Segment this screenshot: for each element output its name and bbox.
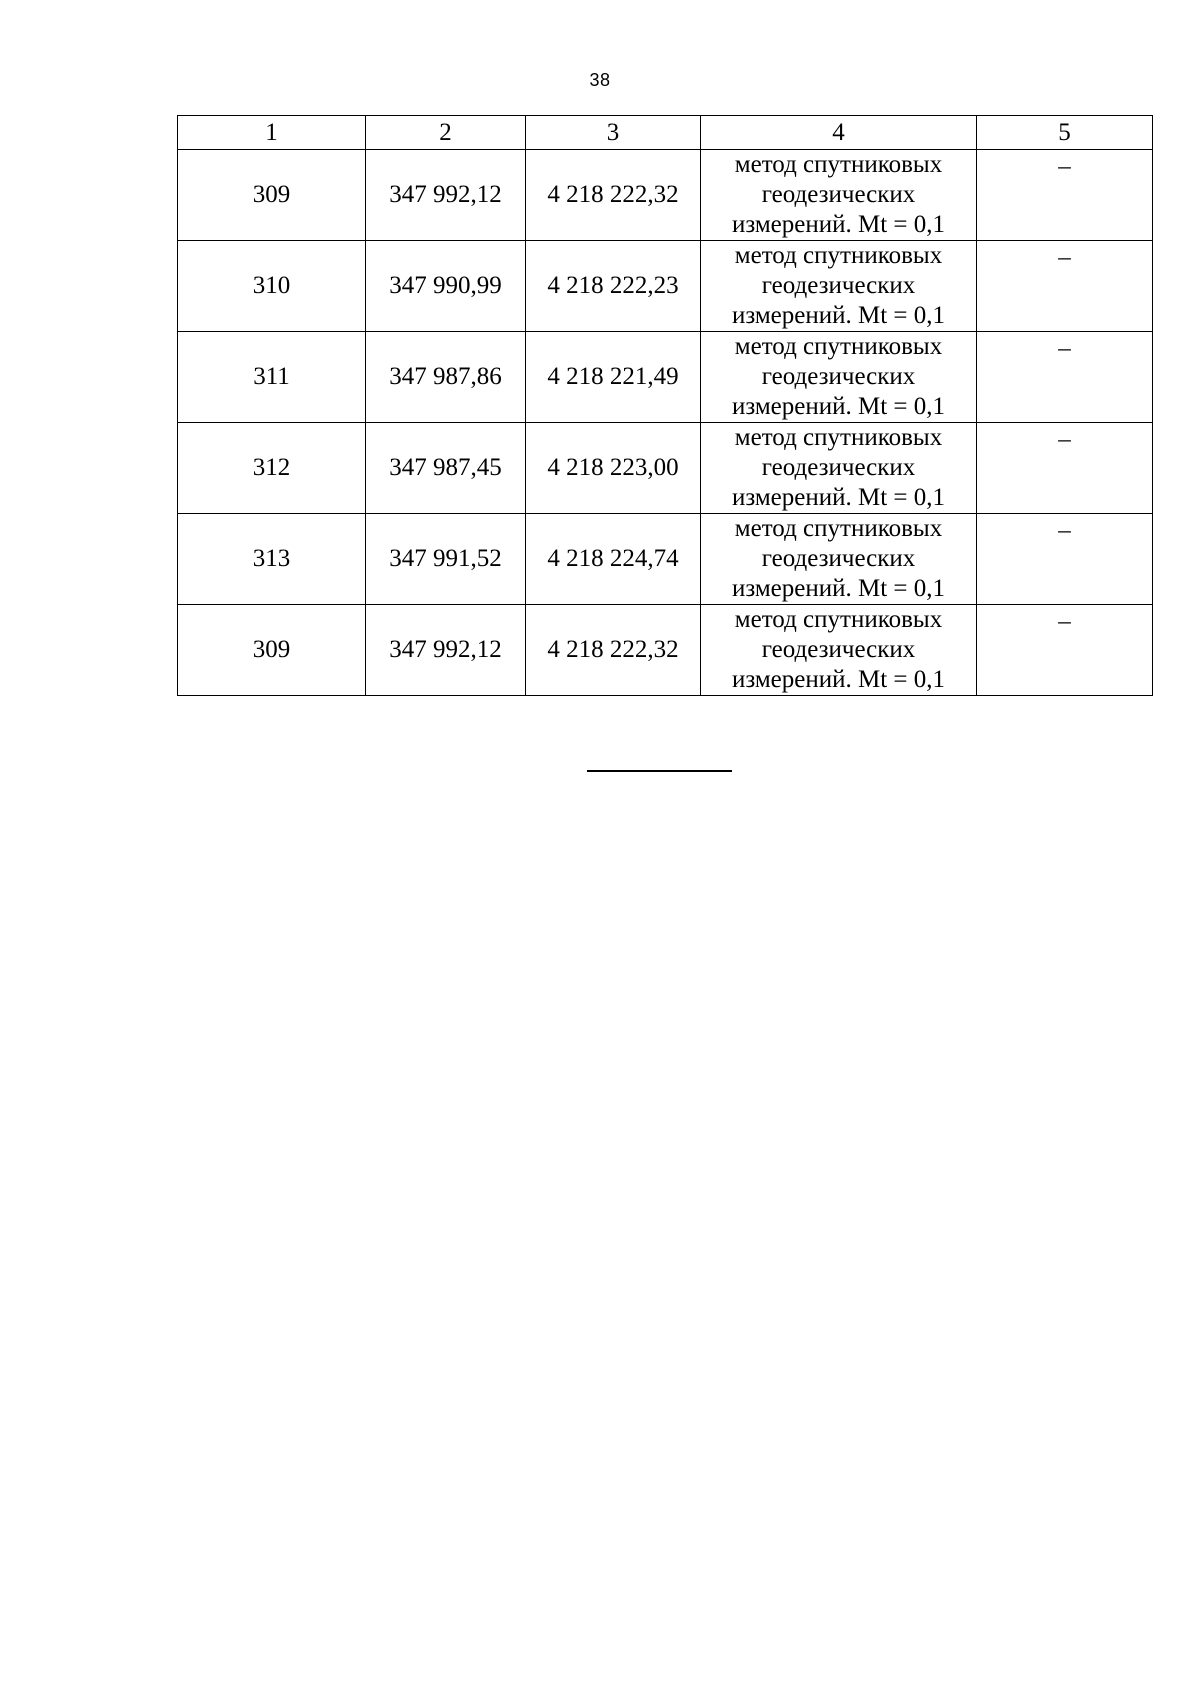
y-coordinate-cell: 4 218 221,49 [526, 332, 701, 423]
method-line: метод спутниковых [734, 515, 943, 542]
note-cell: – [977, 605, 1153, 696]
point-number-cell: 312 [178, 423, 366, 514]
x-coordinate-cell: 347 987,86 [366, 332, 526, 423]
method-line: геодезических [761, 636, 916, 663]
table-row [178, 332, 1153, 423]
table-row [178, 241, 1153, 332]
header-cell-point: 1 [178, 116, 366, 150]
point-number-cell: 310 [178, 241, 366, 332]
method-line: измерений. Mt = 0,1 [731, 666, 946, 693]
note-cell: – [977, 332, 1153, 423]
header-cell-method: 4 [701, 116, 977, 150]
x-coordinate-cell: 347 992,12 [366, 605, 526, 696]
method-line: метод спутниковых [734, 606, 943, 633]
method-line: геодезических [761, 181, 916, 208]
method-cell [701, 150, 977, 241]
header-cell-x: 2 [366, 116, 526, 150]
note-cell: – [977, 423, 1153, 514]
method-line: измерений. Mt = 0,1 [731, 575, 946, 602]
y-coordinate-cell: 4 218 224,74 [526, 514, 701, 605]
point-number-cell: 309 [178, 605, 366, 696]
header-cell-y: 3 [526, 116, 701, 150]
method-cell [701, 332, 977, 423]
table-header [178, 116, 1153, 150]
point-number-cell: 311 [178, 332, 366, 423]
method-line: измерений. Mt = 0,1 [731, 302, 946, 329]
y-coordinate-cell: 4 218 222,32 [526, 605, 701, 696]
method-line: измерений. Mt = 0,1 [731, 393, 946, 420]
table-row [178, 150, 1153, 241]
point-number-cell: 313 [178, 514, 366, 605]
note-cell: – [977, 514, 1153, 605]
method-line: метод спутниковых [734, 242, 943, 269]
method-line: геодезических [761, 363, 916, 390]
method-line: метод спутниковых [734, 333, 943, 360]
table-body [178, 150, 1153, 696]
method-line: геодезических [761, 454, 916, 481]
table-row [178, 514, 1153, 605]
x-coordinate-cell: 347 991,52 [366, 514, 526, 605]
method-cell [701, 241, 977, 332]
method-line: геодезических [761, 545, 916, 572]
y-coordinate-cell: 4 218 223,00 [526, 423, 701, 514]
method-line: измерений. Mt = 0,1 [731, 484, 946, 511]
method-cell [701, 605, 977, 696]
page-number: 38 [589, 70, 611, 90]
x-coordinate-cell: 347 992,12 [366, 150, 526, 241]
method-cell [701, 423, 977, 514]
header-row [178, 116, 1153, 150]
note-cell: – [977, 150, 1153, 241]
method-line: метод спутниковых [734, 424, 943, 451]
method-line: измерений. Mt = 0,1 [731, 211, 946, 238]
y-coordinate-cell: 4 218 222,32 [526, 150, 701, 241]
header-cell-note: 5 [977, 116, 1153, 150]
point-number-cell: 309 [178, 150, 366, 241]
x-coordinate-cell: 347 990,99 [366, 241, 526, 332]
method-line: геодезических [761, 272, 916, 299]
note-cell: – [977, 241, 1153, 332]
method-line: метод спутниковых [734, 151, 943, 178]
x-coordinate-cell: 347 987,45 [366, 423, 526, 514]
table-row [178, 605, 1153, 696]
end-of-document-rule [587, 770, 732, 772]
coordinates-table [177, 115, 1153, 696]
table-row [178, 423, 1153, 514]
y-coordinate-cell: 4 218 222,23 [526, 241, 701, 332]
method-cell [701, 514, 977, 605]
